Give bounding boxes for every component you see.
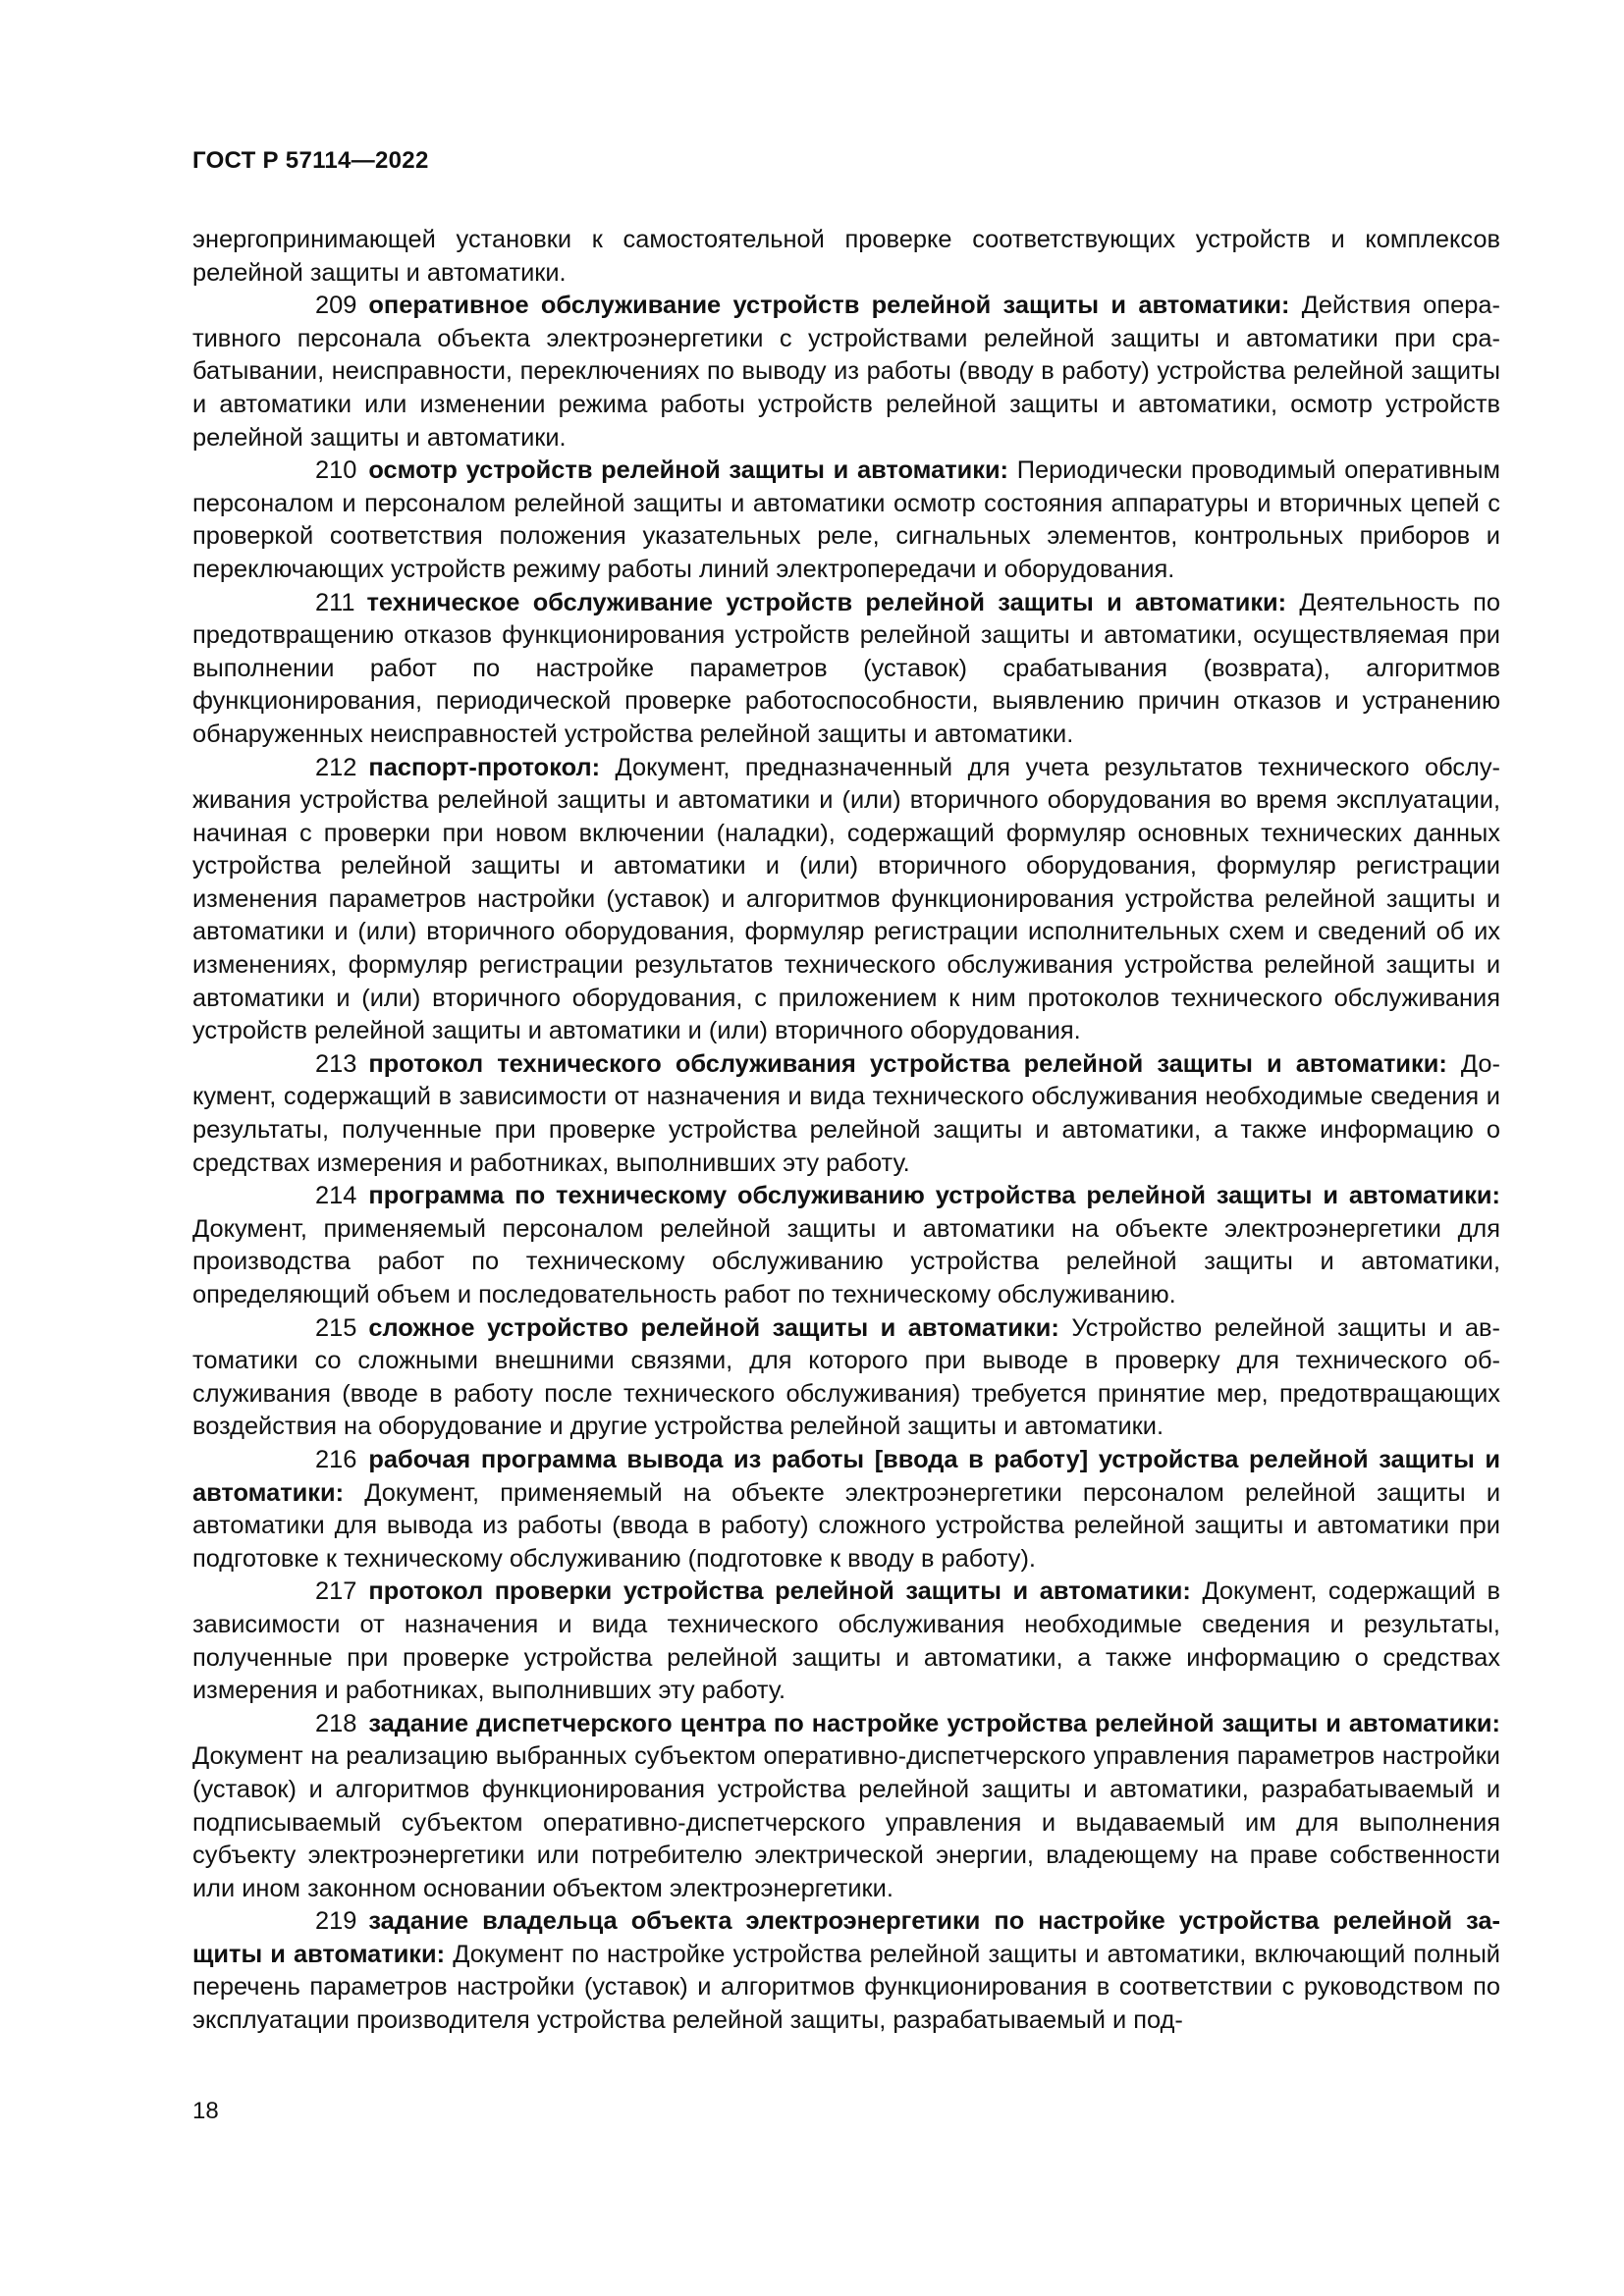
- document-body: [192, 224, 1500, 2038]
- entry-term: оперативное обслуживание устройств релейной защиты и автоматики:: [368, 292, 1290, 320]
- definition-entry-211: [192, 587, 1500, 752]
- entry-term: протокол технического обслуживания устройства релейной защиты и автоматики:: [368, 1049, 1447, 1078]
- intro-paragraph: энергопринимающей установки к самостоятельной проверке соответствующих устройств и комплексов релейной защиты и автоматики.: [192, 226, 1500, 287]
- entry-term: паспорт-протокол:: [368, 753, 601, 781]
- entry-definition: Действия оперативного персонала объекта электроэнергетики с устройствами релейной защиты и автоматики при срабатывании, неисправности, переключениях по выводу из работы (вводу в работу) устройства релейной защиты и автоматики или изменении режима работы устройств релейной защиты и автоматики, осмотр устройств релейной защиты и автоматики.: [192, 292, 1500, 452]
- entry-term: сложное устройство релейной защиты и автоматики:: [368, 1313, 1059, 1342]
- entry-term: задание владельца объекта электроэнергетики по настройке устройства релейной защиты и автоматики:: [192, 1907, 1500, 1968]
- entry-number: 210: [315, 456, 357, 485]
- definition-entry-217: [192, 1575, 1500, 1707]
- entry-term: протокол проверки устройства релейной защиты и автоматики:: [368, 1577, 1191, 1606]
- entry-number: 214: [315, 1182, 357, 1210]
- entry-number: 216: [315, 1445, 357, 1473]
- entry-term: техническое обслуживание устройств релейной защиты и автоматики:: [366, 588, 1287, 616]
- entry-number: 209: [315, 292, 357, 320]
- entry-definition: Документ, содержащий в зависимости от назначения и вида технического обслуживания необходимые сведения и результаты, полученные при проверке устройства релейной защиты и автоматики, а также информацию о средствах измерения и работниках, выполнивших эту работу.: [192, 1049, 1500, 1177]
- definition-entry-209: [192, 290, 1500, 454]
- entry-definition: Документ, применяемый персоналом релейной защиты и автоматики на объекте электроэнергетики для производства работ по техническому обслуживанию устройства релейной защиты и автоматики, определяющий объем и последовательность работ по техническому обслуживанию.: [192, 1214, 1500, 1308]
- entry-number: 217: [315, 1577, 357, 1606]
- entry-number: 211: [315, 588, 355, 616]
- entry-number: 212: [315, 753, 357, 781]
- entry-definition: Документ на реализацию выбранных субъектом оперативно-диспетчерского управления параметров настройки (уставок) и алгоритмов функционирования устройства релейной защиты и автоматики, разрабатываемый и подписываемый субъектом оперативно-диспетчерского управления и выдаваемый им для выполнения субъекту электроэнергетики или потребителю электрической энергии, владеющему на праве собственности или ином законном основании объектом электроэнергетики.: [192, 1742, 1500, 1902]
- entry-term: осмотр устройств релейной защиты и автоматики:: [368, 456, 1009, 485]
- entry-definition: Устройство релейной защиты и автоматики со сложными внешними связями, для которого при выводе в проверку для технического обслуживания (вводе в работу после технического обслуживания) требуется принятие мер, предотвращающих воздействия на оборудование и другие устройства релейной защиты и автоматики.: [192, 1313, 1500, 1441]
- definition-entry-214: [192, 1180, 1500, 1311]
- definition-entry-213: [192, 1048, 1500, 1180]
- definition-entry-218: [192, 1708, 1500, 1906]
- entry-term: рабочая программа вывода из работы [ввода в работу] устройства релейной защиты и автоматики:: [192, 1445, 1500, 1507]
- page-number: 18: [192, 2098, 219, 2124]
- entry-definition: Деятельность по предотвращению отказов функционирования устройств релейной защиты и автоматики, осуществляемая при выполнении работ по настройке параметров (уставок) срабатывания (возврата), алгоритмов функционирования, периодической проверке работоспособности, выявлению причин отказов и устранению обнаруженных неисправностей устройства релейной защиты и автоматики.: [192, 588, 1500, 748]
- document-code-header: ГОСТ Р 57114—2022: [192, 147, 429, 174]
- definition-entry-215: [192, 1312, 1500, 1444]
- entry-definition: Документ, применяемый на объекте электроэнергетики персоналом релейной защиты и автоматики для вывода из работы (ввода в работу) сложного устройства релейной защиты и автоматики при подготовке к техническому обслуживанию (подготовке к вводу в работу).: [192, 1478, 1501, 1573]
- entry-definition: Периодически проводимый оперативным персоналом и персоналом релейной защиты и автоматики осмотр состояния аппаратуры и вторичных цепей с проверкой соответствия положения указательных реле, сигнальных элементов, контрольных приборов и переключающих устройств режиму работы линий электропередачи и оборудования.: [192, 456, 1500, 583]
- entry-definition: Документ, предназначенный для учета результатов технического обслуживания устройства релейной защиты и автоматики и (или) вторичного оборудования во время эксплуатации, начиная с проверки при новом включении (наладки), содержащий формуляр основных технических данных устройства релейной защиты и автоматики и (или) вторичного оборудования, формуляр регистрации изменения параметров настройки (уставок) и алгоритмов функционирования устройства релейной защиты и автоматики и (или) вторичного оборудования, формуляр регистрации исполнительных схем и сведений об их изменениях, формуляр регистрации результатов технического обслуживания устройства релейной защиты и автоматики и (или) вторичного оборудования, с приложением к ним протоколов технического обслуживания устройств релейной защиты и автоматики и (или) вторичного оборудования.: [192, 753, 1500, 1045]
- definition-entry-216: [192, 1444, 1500, 1575]
- entry-term: программа по техническому обслуживанию устройства релейной защиты и автоматики:: [368, 1182, 1500, 1210]
- definition-entry-219: [192, 1905, 1500, 2037]
- definition-entry-210: [192, 454, 1500, 586]
- entry-definition: Документ по настройке устройства релейной защиты и автоматики, включающий полный перечень параметров настройки (уставок) и алгоритмов функционирования в соответствии с руководством по эксплуатации производителя устройства релейной защиты, разрабатываемый и под-: [192, 1940, 1500, 2035]
- entry-number: 218: [315, 1709, 357, 1737]
- entry-term: задание диспетчерского центра по настройке устройства релейной защиты и автоматики:: [368, 1709, 1500, 1737]
- entry-number: 213: [315, 1049, 357, 1078]
- entry-number: 219: [315, 1907, 357, 1936]
- entry-number: 215: [315, 1313, 357, 1342]
- entry-definition: Документ, содержащий в зависимости от назначения и вида технического обслуживания необходимые сведения и результаты, полученные при проверке устройства релейной защиты и автоматики, а также информацию о средствах измерения и работниках, выполнивших эту работу.: [192, 1577, 1500, 1705]
- definition-entry-212: [192, 752, 1500, 1048]
